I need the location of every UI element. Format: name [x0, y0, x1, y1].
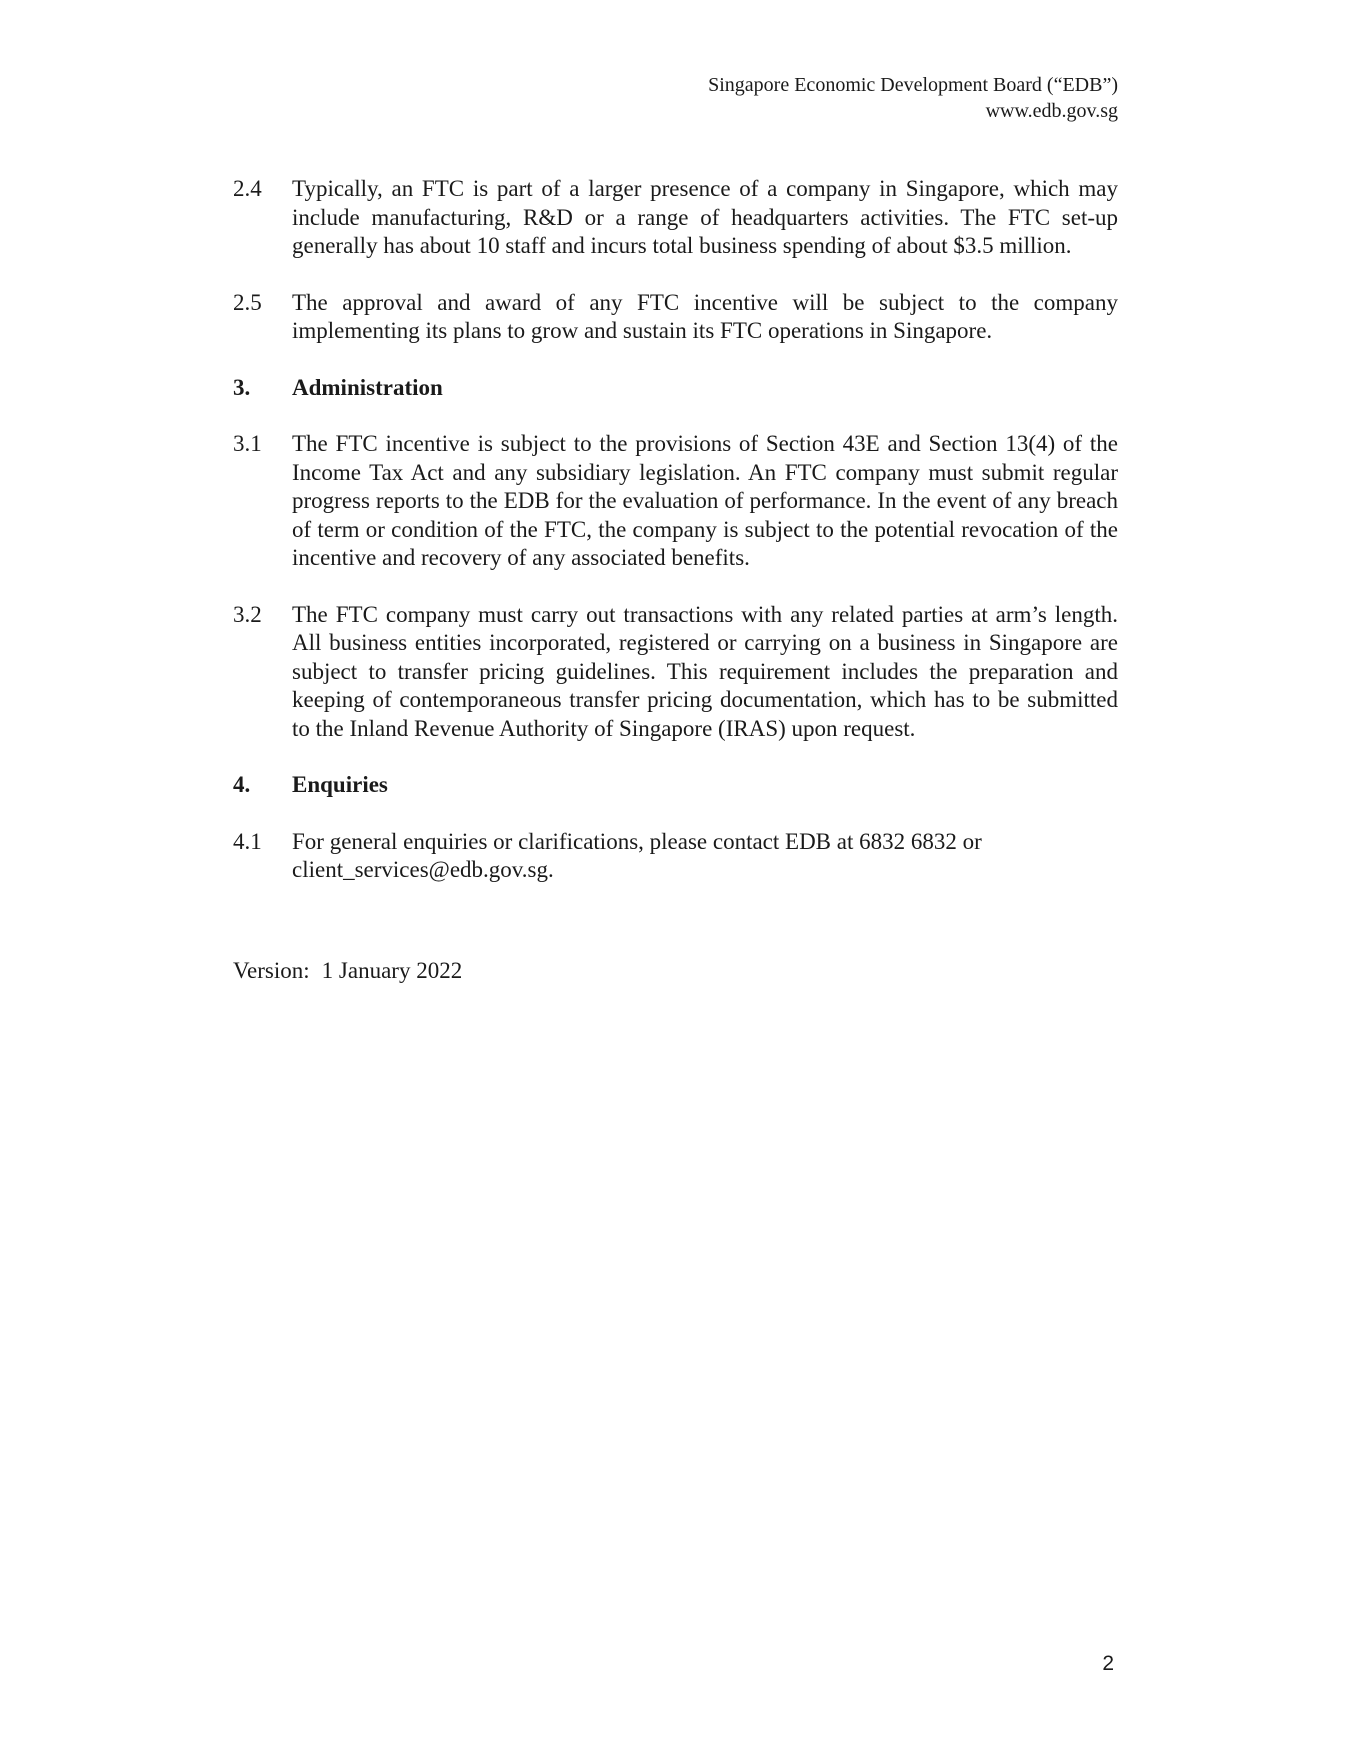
- contact-email-link[interactable]: client_services@edb.gov.sg.: [292, 857, 554, 882]
- paragraph-text: [292, 828, 982, 885]
- paragraph-text: Typically, an FTC is part of a larger presence of a company in Singapore, which may include manufacturing, R&D or a range of headquarters activities. The FTC set-up generally has about 10 staff and incurs total business spending of about $3.5 million.: [292, 176, 1118, 258]
- section-title: Administration: [292, 374, 443, 400]
- document-body: [233, 175, 1118, 985]
- paragraph-text: The FTC incentive is subject to the provisions of Section 43E and Section 13(4) of the Income Tax Act and any subsidiary legislation. An FTC company must submit regular progress reports to the EDB for the evaluation of performance. In the event of any breach of term or condition of the FTC, the company is subject to the potential revocation of the incentive and recovery of any associated benefits.: [292, 431, 1118, 570]
- enquiries-line: For general enquiries or clarifications, please contact EDB at 6832 6832 or: [292, 828, 982, 854]
- section-number: 4.: [233, 772, 251, 797]
- section-heading-enquiries: [233, 771, 1118, 800]
- paragraph-3-2: [233, 601, 1118, 744]
- paragraph-number: 4.1: [233, 828, 262, 854]
- page-header: [708, 72, 1118, 124]
- version-line: [233, 957, 1118, 986]
- paragraph-4-1: [233, 828, 1118, 885]
- paragraph-2-5: [233, 289, 1118, 346]
- page-number: 2: [1102, 1652, 1114, 1675]
- paragraph-number: 3.2: [233, 601, 262, 627]
- version-label: Version:: [233, 957, 310, 983]
- section-number: 3.: [233, 374, 251, 400]
- section-heading-administration: [233, 374, 1118, 403]
- paragraph-text: The approval and award of any FTC incentive will be subject to the company implementing its plans to grow and sustain its FTC operations in Singapore.: [292, 289, 1118, 343]
- paragraph-number: 2.4: [233, 176, 262, 201]
- header-organization: Singapore Economic Development Board (“EDB”): [708, 74, 1118, 96]
- paragraph-number: 3.1: [233, 431, 262, 456]
- paragraph-2-4: [233, 175, 1118, 261]
- paragraph-text: The FTC company must carry out transactions with any related parties at arm’s length. All business entities incorporated, registered or carrying on a business in Singapore are subject to transfer pricing guidelines. This requirement includes the preparation and keeping of contemporaneous transfer pricing documentation, which has to be submitted to the Inland Revenue Authority of Singapore (IRAS) upon request.: [292, 601, 1118, 741]
- paragraph-number: 2.5: [233, 289, 262, 315]
- version-date: 1 January 2022: [321, 957, 463, 983]
- header-website-link[interactable]: www.edb.gov.sg: [985, 100, 1118, 122]
- section-title: Enquiries: [292, 772, 388, 797]
- paragraph-3-1: [233, 430, 1118, 573]
